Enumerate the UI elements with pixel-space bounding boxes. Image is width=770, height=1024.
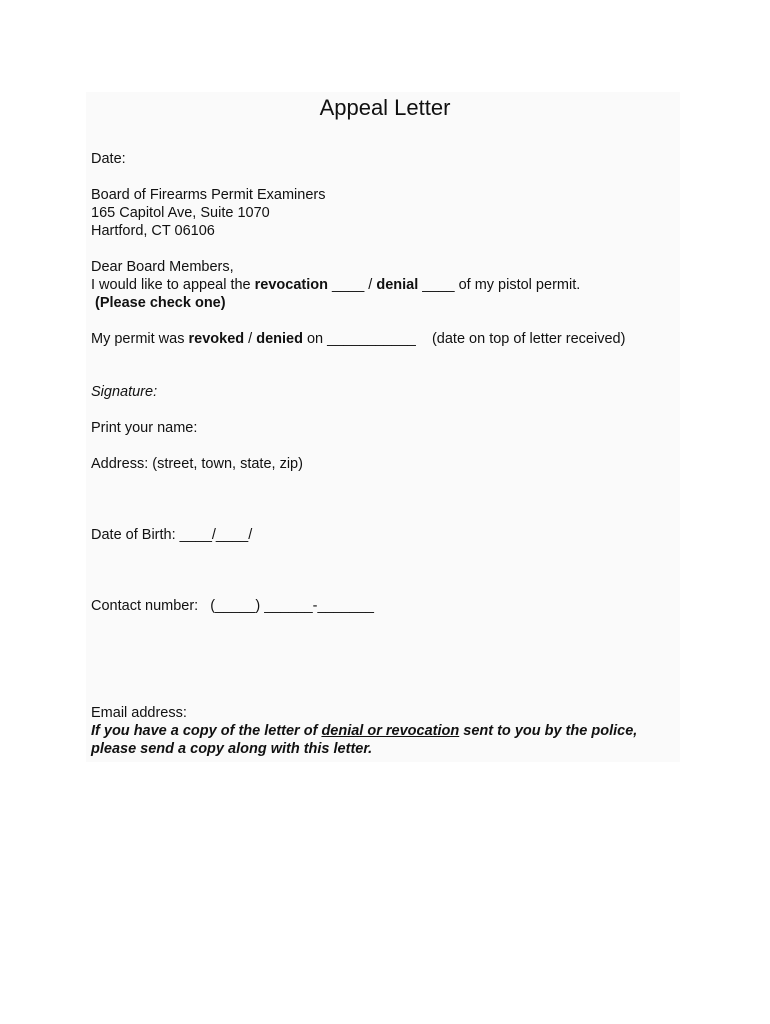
denial-option: denial [376, 277, 419, 293]
recipient-line-1: Board of Firearms Permit Examiners [91, 187, 326, 203]
date-of-birth-label: Date of Birth: ____/____/ [91, 527, 253, 543]
permit-sentence [91, 330, 625, 348]
contact-number-label: Contact number: (_____) ______-_______ [91, 598, 374, 614]
denied-word: denied [256, 331, 303, 347]
signature-label: Signature: [91, 384, 158, 400]
salutation: Dear Board Members, [91, 259, 234, 275]
permit-slash: / [244, 331, 257, 347]
appeal-intro: I would like to appeal the [91, 277, 255, 293]
appeal-sentence [91, 276, 580, 294]
police-letter-note-line-1: If you have a copy of the letter of denial or revocation sent to you by the police, [91, 723, 638, 739]
date-label: Date: [91, 151, 126, 167]
revocation-option: revocation [254, 277, 328, 293]
denial-blank: ____ of my pistol permit. [418, 277, 581, 293]
recipient-line-2: 165 Capitol Ave, Suite 1070 [91, 205, 270, 221]
permit-suffix: on ___________ (date on top of letter received) [302, 331, 626, 347]
address-label: Address: (street, town, state, zip) [91, 456, 303, 472]
revocation-blank: ____ / [327, 277, 377, 293]
print-name-label: Print your name: [91, 420, 198, 436]
page-title: Appeal Letter [319, 95, 451, 120]
revoked-word: revoked [188, 331, 245, 347]
recipient-line-3: Hartford, CT 06106 [91, 223, 215, 239]
check-one-note: (Please check one) [95, 295, 226, 311]
email-address-label: Email address: [91, 705, 187, 721]
police-letter-note-line-2: please send a copy along with this letter. [91, 741, 373, 757]
denial-or-revocation-text: denial or revocation [321, 723, 460, 739]
permit-prefix: My permit was [91, 331, 189, 347]
